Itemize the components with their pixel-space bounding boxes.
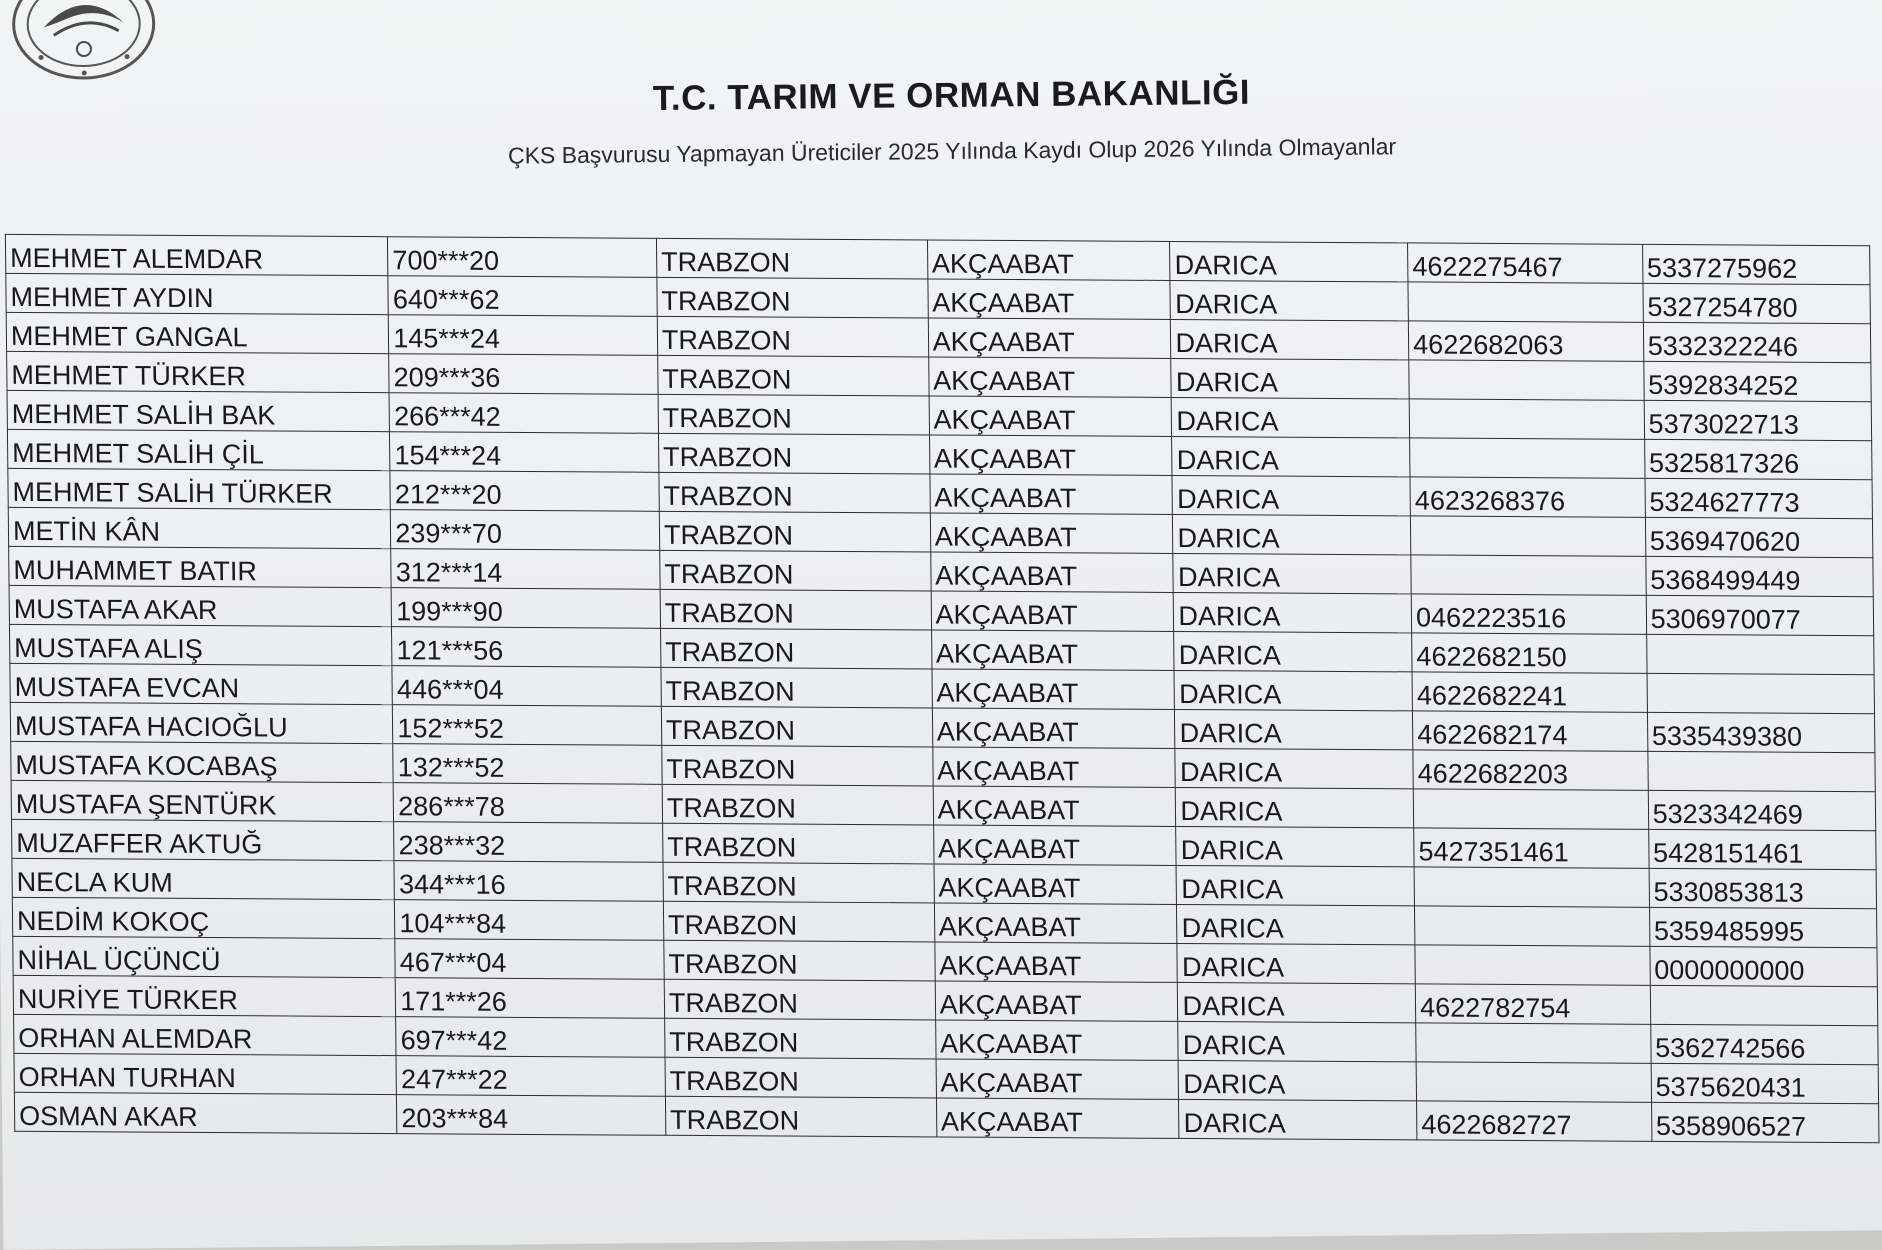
district-cell: AKÇAABAT <box>930 513 1173 553</box>
province-cell: TRABZON <box>657 277 928 318</box>
phone-2-cell: 5428151461 <box>1648 829 1876 869</box>
tc-number-cell: 239***70 <box>391 510 660 551</box>
phone-2-cell: 5369470620 <box>1645 517 1873 557</box>
producer-name-cell: NURİYE TÜRKER <box>13 975 396 1016</box>
province-cell: TRABZON <box>663 823 934 864</box>
tc-number-cell: 212***20 <box>390 471 659 512</box>
tc-number-cell: 266***42 <box>389 393 658 434</box>
tc-number-cell: 209***36 <box>389 354 658 395</box>
phone-1-cell: 4622682203 <box>1413 750 1648 790</box>
tc-number-cell: 152***52 <box>393 705 662 746</box>
province-cell: TRABZON <box>661 706 932 747</box>
neighborhood-cell: DARICA <box>1175 748 1413 788</box>
phone-1-cell: 4623268376 <box>1410 477 1645 517</box>
province-cell: TRABZON <box>660 550 931 591</box>
district-cell: AKÇAABAT <box>933 786 1176 826</box>
phone-2-cell: 5375620431 <box>1651 1063 1879 1103</box>
neighborhood-cell: DARICA <box>1170 280 1408 320</box>
district-cell: AKÇAABAT <box>933 825 1176 865</box>
neighborhood-cell: DARICA <box>1174 670 1412 710</box>
province-cell: TRABZON <box>658 394 929 435</box>
neighborhood-cell: DARICA <box>1177 904 1415 944</box>
phone-1-cell: 5427351461 <box>1414 828 1649 868</box>
phone-1-cell: 4622275467 <box>1408 243 1643 283</box>
district-cell: AKÇAABAT <box>932 708 1175 748</box>
phone-2-cell: 5358906527 <box>1651 1102 1879 1142</box>
neighborhood-cell: DARICA <box>1178 1021 1416 1061</box>
phone-2-cell <box>1646 634 1874 674</box>
phone-2-cell: 5327254780 <box>1643 283 1871 323</box>
neighborhood-cell: DARICA <box>1175 709 1413 749</box>
district-cell: AKÇAABAT <box>936 1059 1179 1099</box>
phone-2-cell: 5306970077 <box>1646 595 1874 635</box>
neighborhood-cell: DARICA <box>1172 475 1410 515</box>
district-cell: AKÇAABAT <box>931 591 1174 631</box>
neighborhood-cell: DARICA <box>1173 514 1411 554</box>
province-cell: TRABZON <box>660 628 931 669</box>
producer-name-cell: MEHMET GANGAL <box>6 312 389 353</box>
province-cell: TRABZON <box>662 784 933 825</box>
tc-number-cell: 171***26 <box>395 978 664 1019</box>
district-cell: AKÇAABAT <box>934 942 1177 982</box>
district-cell: AKÇAABAT <box>928 279 1171 319</box>
province-cell: TRABZON <box>660 589 931 630</box>
district-cell: AKÇAABAT <box>936 1098 1179 1138</box>
phone-2-cell <box>1650 985 1878 1025</box>
ministry-seal-icon <box>8 0 159 84</box>
district-cell: AKÇAABAT <box>930 552 1173 592</box>
province-cell: TRABZON <box>658 433 929 474</box>
district-cell: AKÇAABAT <box>932 669 1175 709</box>
producer-name-cell: MUSTAFA ALIŞ <box>9 624 392 665</box>
phone-1-cell: 4622682241 <box>1412 672 1647 712</box>
producer-name-cell: MEHMET TÜRKER <box>7 351 390 392</box>
producer-name-cell: MEHMET SALİH BAK <box>7 390 390 431</box>
district-cell: AKÇAABAT <box>929 435 1172 475</box>
phone-1-cell <box>1410 438 1645 478</box>
neighborhood-cell: DARICA <box>1177 943 1415 983</box>
phone-2-cell: 0000000000 <box>1650 946 1878 986</box>
neighborhood-cell: DARICA <box>1178 982 1416 1022</box>
producer-name-cell: METİN KÂN <box>8 507 391 548</box>
producer-name-cell: MUSTAFA HACIOĞLU <box>10 702 393 743</box>
tc-number-cell: 697***42 <box>396 1017 665 1058</box>
neighborhood-cell: DARICA <box>1176 787 1414 827</box>
producer-name-cell: ORHAN TURHAN <box>14 1053 397 1094</box>
province-cell: TRABZON <box>665 1057 936 1098</box>
tc-number-cell: 312***14 <box>391 549 660 590</box>
neighborhood-cell: DARICA <box>1174 631 1412 671</box>
producer-name-cell: MUZAFFER AKTUĞ <box>11 819 394 860</box>
phone-1-cell <box>1415 945 1650 985</box>
province-cell: TRABZON <box>658 355 929 396</box>
district-cell: AKÇAABAT <box>934 864 1177 904</box>
province-cell: TRABZON <box>659 511 930 552</box>
neighborhood-cell: DARICA <box>1171 319 1409 359</box>
phone-1-cell: 4622682150 <box>1412 633 1647 673</box>
phone-1-cell <box>1411 555 1646 595</box>
phone-2-cell: 5359485995 <box>1649 907 1877 947</box>
tc-number-cell: 467***04 <box>395 939 664 980</box>
producer-table-body <box>5 234 1879 1142</box>
phone-2-cell: 5392834252 <box>1643 361 1871 401</box>
tc-number-cell: 145***24 <box>389 315 658 356</box>
producer-name-cell: MEHMET SALİH TÜRKER <box>8 468 391 509</box>
document-title: T.C. TARIM VE ORMAN BAKANLIĞI <box>652 72 1251 119</box>
producer-table-wrapper <box>5 234 1880 1143</box>
phone-1-cell: 4622682063 <box>1408 321 1643 361</box>
phone-2-cell: 5335439380 <box>1647 712 1875 752</box>
tc-number-cell: 286***78 <box>393 783 662 824</box>
neighborhood-cell: DARICA <box>1171 358 1409 398</box>
phone-1-cell <box>1416 1062 1651 1102</box>
phone-1-cell: 4622782754 <box>1415 984 1650 1024</box>
province-cell: TRABZON <box>664 979 935 1020</box>
producer-name-cell: MEHMET ALEMDAR <box>5 234 388 275</box>
producer-name-cell: MUSTAFA AKAR <box>9 585 392 626</box>
tc-number-cell: 199***90 <box>391 588 660 629</box>
phone-2-cell <box>1647 673 1875 713</box>
district-cell: AKÇAABAT <box>930 474 1173 514</box>
producer-name-cell: NECLA KUM <box>12 858 395 899</box>
neighborhood-cell: DARICA <box>1176 826 1414 866</box>
province-cell: TRABZON <box>661 667 932 708</box>
district-cell: AKÇAABAT <box>935 981 1178 1021</box>
province-cell: TRABZON <box>663 862 934 903</box>
district-cell: AKÇAABAT <box>928 357 1171 397</box>
neighborhood-cell: DARICA <box>1176 865 1414 905</box>
phone-1-cell: 4622682174 <box>1413 711 1648 751</box>
phone-2-cell: 5373022713 <box>1644 400 1872 440</box>
phone-1-cell: 4622682727 <box>1417 1101 1652 1141</box>
tc-number-cell: 344***16 <box>394 861 663 902</box>
district-cell: AKÇAABAT <box>927 240 1170 280</box>
phone-1-cell <box>1415 906 1650 946</box>
phone-1-cell <box>1413 789 1648 829</box>
province-cell: TRABZON <box>665 1018 936 1059</box>
province-cell: TRABZON <box>663 901 934 942</box>
neighborhood-cell: DARICA <box>1173 553 1411 593</box>
phone-2-cell <box>1648 751 1876 791</box>
tc-number-cell: 132***52 <box>393 744 662 785</box>
phone-1-cell <box>1408 282 1643 322</box>
tc-number-cell: 121***56 <box>392 627 661 668</box>
phone-2-cell: 5324627773 <box>1645 478 1873 518</box>
neighborhood-cell: DARICA <box>1172 436 1410 476</box>
phone-1-cell <box>1409 399 1644 439</box>
producer-name-cell: ORHAN ALEMDAR <box>14 1014 397 1055</box>
producer-name-cell: MEHMET AYDIN <box>6 273 389 314</box>
province-cell: TRABZON <box>665 1096 936 1137</box>
producer-name-cell: NİHAL ÜÇÜNCÜ <box>13 936 396 977</box>
tc-number-cell: 640***62 <box>388 276 657 317</box>
phone-1-cell <box>1409 360 1644 400</box>
tc-number-cell: 104***84 <box>395 900 664 941</box>
tc-number-cell: 446***04 <box>392 666 661 707</box>
phone-2-cell: 5337275962 <box>1642 244 1870 284</box>
producer-name-cell: NEDİM KOKOÇ <box>12 897 395 938</box>
neighborhood-cell: DARICA <box>1179 1060 1417 1100</box>
producer-name-cell: MEHMET SALİH ÇİL <box>7 429 390 470</box>
province-cell: TRABZON <box>659 472 930 513</box>
neighborhood-cell: DARICA <box>1172 397 1410 437</box>
phone-2-cell: 5368499449 <box>1645 556 1873 596</box>
tc-number-cell: 203***84 <box>397 1095 666 1136</box>
phone-1-cell <box>1414 867 1649 907</box>
district-cell: AKÇAABAT <box>929 396 1172 436</box>
producer-name-cell: MUHAMMET BATIR <box>9 546 392 587</box>
producer-table <box>5 234 1880 1143</box>
phone-2-cell: 5325817326 <box>1644 439 1872 479</box>
province-cell: TRABZON <box>656 238 927 279</box>
district-cell: AKÇAABAT <box>932 747 1175 787</box>
tc-number-cell: 700***20 <box>388 237 657 278</box>
neighborhood-cell: DARICA <box>1179 1099 1417 1139</box>
district-cell: AKÇAABAT <box>928 318 1171 358</box>
phone-1-cell <box>1416 1023 1651 1063</box>
province-cell: TRABZON <box>662 745 933 786</box>
tc-number-cell: 238***32 <box>394 822 663 863</box>
producer-name-cell: MUSTAFA EVCAN <box>10 663 393 704</box>
neighborhood-cell: DARICA <box>1174 592 1412 632</box>
province-cell: TRABZON <box>657 316 928 357</box>
district-cell: AKÇAABAT <box>931 630 1174 670</box>
tc-number-cell: 247***22 <box>396 1056 665 1097</box>
document-subtitle: ÇKS Başvurusu Yapmayan Üreticiler 2025 Yılında Kaydı Olup 2026 Yılında Olmayanlar <box>507 133 1397 169</box>
producer-name-cell: MUSTAFA KOCABAŞ <box>11 741 394 782</box>
producer-name-cell: MUSTAFA ŞENTÜRK <box>11 780 394 821</box>
phone-1-cell: 0462223516 <box>1411 594 1646 634</box>
phone-2-cell: 5323342469 <box>1648 790 1876 830</box>
phone-2-cell: 5332322246 <box>1643 322 1871 362</box>
neighborhood-cell: DARICA <box>1170 241 1408 281</box>
phone-2-cell: 5330853813 <box>1649 868 1877 908</box>
district-cell: AKÇAABAT <box>935 1020 1178 1060</box>
phone-2-cell: 5362742566 <box>1650 1024 1878 1064</box>
province-cell: TRABZON <box>664 940 935 981</box>
district-cell: AKÇAABAT <box>934 903 1177 943</box>
phone-1-cell <box>1410 516 1645 556</box>
producer-name-cell: OSMAN AKAR <box>14 1092 397 1133</box>
tc-number-cell: 154***24 <box>390 432 659 473</box>
